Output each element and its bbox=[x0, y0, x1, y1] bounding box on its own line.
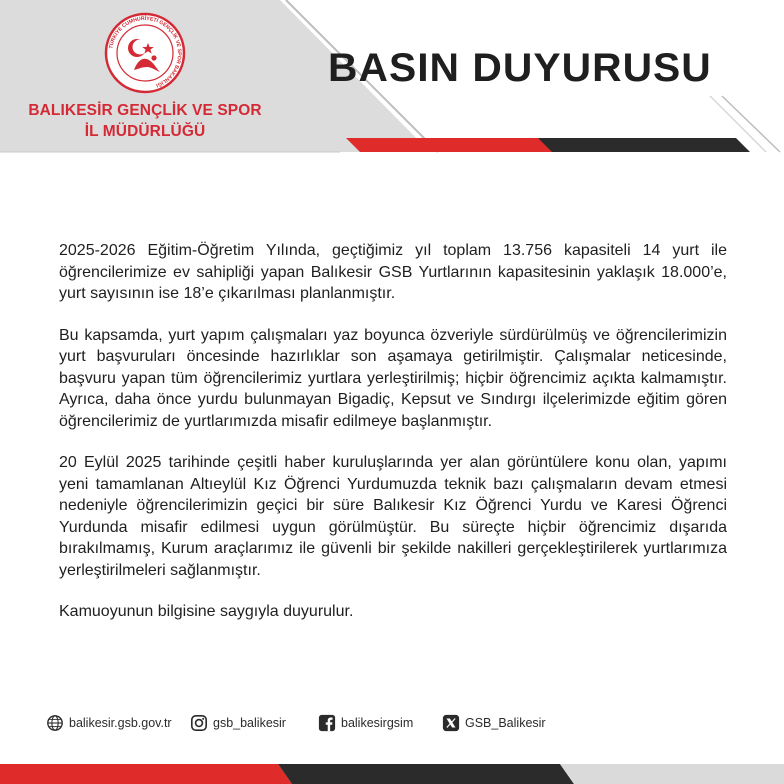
x-link[interactable] bbox=[442, 712, 546, 734]
organization-name-line1: BALIKESİR GENÇLİK VE SPOR bbox=[28, 102, 262, 119]
organization-name-line2: İL MÜDÜRLÜĞÜ bbox=[84, 123, 206, 140]
website-text: balikesir.gsb.gov.tr bbox=[69, 716, 172, 730]
globe-icon bbox=[46, 714, 64, 732]
facebook-link[interactable] bbox=[318, 712, 413, 734]
x-text: GSB_Balikesir bbox=[465, 716, 546, 730]
body-paragraph: Bu kapsamda, yurt yapım çalışmaları yaz boyunca özveriyle sürdürülmüş ve öğrencilerimizin yurt başvuruları öncesinde hazırlıklar son aşamaya getirilmiştir. Çalışmalar neticesinde, başvuru yapan tüm öğrencilerimiz yurtlara yerleştirilmiş; hiçbir öğrencimiz açıkta kalmamıştır. Ayrıca, daha önce yurdu bulunmayan Bigadiç, Kepsut ve Sındırgı ilçelerimizde eğitim gören öğrencilerimiz de yurtlarımızda misafir edilmeye başlanmıştır. bbox=[59, 326, 727, 430]
instagram-icon bbox=[190, 714, 208, 732]
body-paragraph: 20 Eylül 2025 tarihinde çeşitli haber kuruluşlarında yer alan görüntülere konu olan, yapımı yeni tamamlanan Altıeylül Kız Öğrenci Yurdumuzda teknik bazı çalışmaların devam etmesi nedeniyle öğrencilerimizin geçici bir süre Balıkesir Kız Öğrenci Yurdu ve Karesi Öğrenci Yurdunda misafir edilmesi uygun görülmüştür. Bu süreçte hiçbir öğrencimiz dışarıda bırakılmamış, Kurum araçlarımız ile güvenli bir şekilde nakilleri gerçekleştirilerek yurtlarımıza yerleştirilmeleri sağlanmıştır. bbox=[59, 454, 727, 579]
footer-contacts bbox=[46, 712, 746, 734]
footer-dark-band bbox=[278, 764, 574, 784]
instagram-text: gsb_balikesir bbox=[213, 716, 286, 730]
footer-red-band bbox=[0, 764, 292, 784]
page-title: BASIN DUYURUSU bbox=[328, 46, 712, 90]
footer-gray-band bbox=[560, 764, 784, 784]
facebook-icon bbox=[318, 714, 336, 732]
website-link[interactable] bbox=[46, 712, 172, 734]
ministry-logo bbox=[104, 12, 186, 94]
x-icon bbox=[442, 714, 460, 732]
organization-name bbox=[18, 100, 272, 142]
instagram-link[interactable] bbox=[190, 712, 286, 734]
announcement-body bbox=[59, 240, 727, 643]
body-paragraph: 2025-2026 Eğitim-Öğretim Yılında, geçtiğimiz yıl toplam 13.756 kapasiteli 14 yurt ile öğrencilerimize ev sahipliği yapan Balıkesir GSB Yurtlarının kapasitesinin yaklaşık 18.000’e, yurt sayısının ise 18’e çıkarılması planlanmıştır. bbox=[59, 242, 727, 302]
header-dark-band bbox=[538, 138, 750, 152]
body-closing: Kamuoyunun bilgisine saygıyla duyurulur. bbox=[59, 603, 354, 620]
logo-ring-text: TÜRKİYE CUMHURİYETİ GENÇLİK VE SPOR BAKANLIĞI bbox=[108, 15, 183, 88]
header-red-band bbox=[346, 138, 556, 152]
facebook-text: balikesirgsim bbox=[341, 716, 414, 730]
